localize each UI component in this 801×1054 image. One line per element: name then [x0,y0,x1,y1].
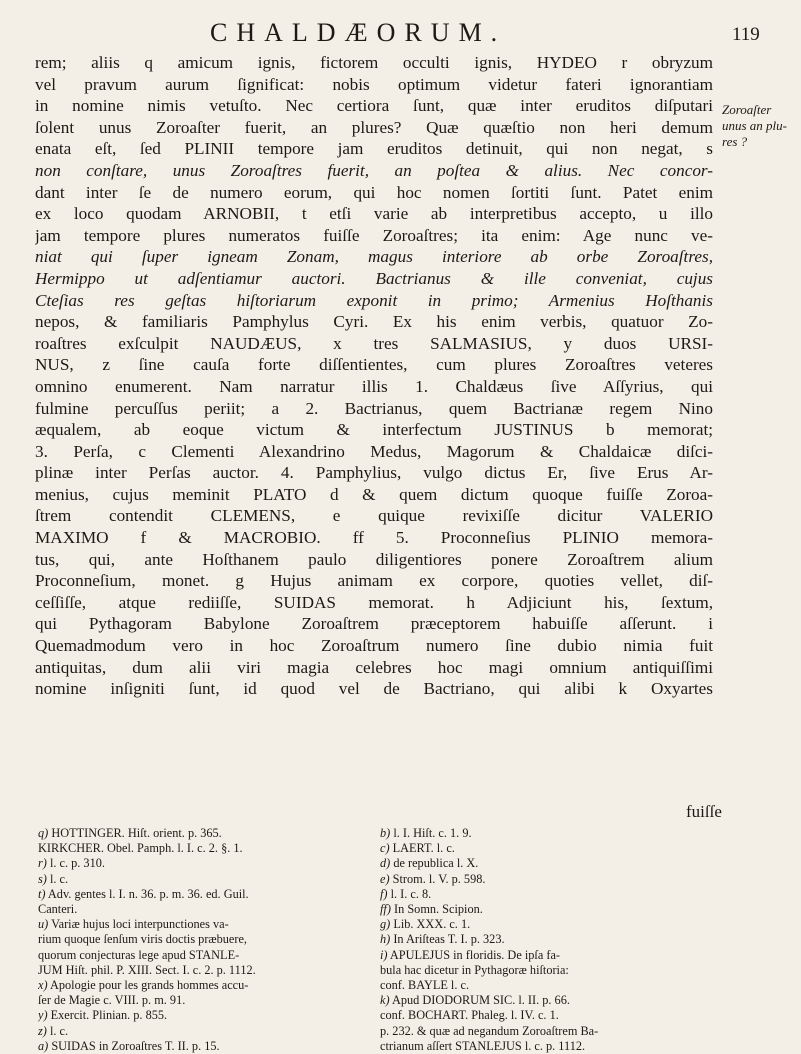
text-line: rem; aliis q amicum ignis, fictorem occulti ignis, HYDEO r obryzum [35,53,713,72]
footnote: u) Variæ hujus loci interpunctiones va- [38,917,229,932]
text-line: in nomine nimis vetuſto. Nec certiora ſunt, quæ inter eruditos diſputari [35,96,713,116]
text-line: nepos, & familiaris Pamphylus Cyri. Ex his enim verbis, quatuor Zo- [35,312,713,332]
text-line: enata eſt, ſed PLINII tempore jam eruditos detinuit, qui non negat, s [35,139,713,159]
text-line: vel pravum aurum ſignificat: nobis optimum videtur fateri ignorantiam [35,74,713,94]
text-line: non conſtare, unus Zoroaſtres fuerit, an poſtea & alius. Nec concor- [35,160,713,180]
footnote: a) SUIDAS in Zoroaſtres T. II. p. 15. [38,1038,220,1053]
footnote: z) l. c. [38,1023,69,1038]
text-line: ſolent unus Zoroaſter fuerit, an plures? Quæ quæſtio non heri demum [35,117,713,137]
text-line: roaſtres exſculpit NAUDÆUS, x tres SALMASIUS, y duos URSI- [35,333,713,353]
footnote: k) Apud DIODORUM SIC. l. II. p. 66. [380,993,570,1008]
footnote: ff) In Somn. Scipion. [380,902,483,917]
text-line: Hermippo ut adſentiamur auctori. Bactrianus & ille conveniat, cujus [35,268,713,288]
footnote: c) LAERT. l. c. [380,841,455,856]
running-title: CHALDÆORUM. [210,18,507,47]
footnote: g) Lib. XXX. c. 1. [380,917,471,932]
footnote: t) Adv. gentes l. I. n. 36. p. m. 36. ed. Guil. [38,886,249,901]
margin-note [722,102,796,150]
footnote: e) Strom. l. V. p. 598. [380,871,486,886]
footnote: ſer de Magie c. VIII. p. m. 91. [38,993,186,1008]
footnote: JUM Hiſt. phil. P. XIII. Sect. I. c. 2. p. 1112. [38,962,256,977]
footnote: y) Exercit. Plinian. p. 855. [38,1008,168,1023]
footnote: f) l. I. c. 8. [380,886,432,901]
text-line: menius, cujus meminit PLATO d & quem dictum quoque fuiſſe Zoroa- [35,484,713,504]
footnote: h) In Ariſteas T. I. p. 323. [380,932,505,947]
footnotes-right [380,826,746,1054]
footnote: KIRKCHER. Obel. Pamph. l. I. c. 2. §. 1. [38,841,243,856]
footnote: r) l. c. p. 310. [38,856,105,871]
footnote: conf. BAYLE l. c. [380,978,470,993]
footnote: quorum conjecturas lege apud STANLE- [38,947,240,962]
text-line: niat qui ſuper igneam Zonam, magus interiore ab orbe Zoroaſtres, [35,247,713,267]
main-text [35,52,713,700]
text-line: antiquitas, dum alii viri magia celebres hoc magi omnium antiquiſſimi [35,657,713,677]
text-line: ex loco quodam ARNOBII, t etſi varie ab interpretibus accepto, u illo [35,204,713,224]
footnote: x) Apologie pour les grands hommes accu- [38,978,249,993]
footnotes-left [38,826,368,1054]
text-line: omnino enumerent. Nam narratur illis 1. Chaldæus ſive Aſſyrius, qui [35,376,713,396]
text-line: MAXIMO f & MACROBIO. ff 5. Proconneſius PLINIO memora- [35,528,713,548]
text-line: tus, qui, ante Hoſthanem paulo diligentiores ponere Zoroaſtrem alium [35,549,713,569]
footnote: bula hac dicetur in Pythagoræ hiſtoria: [380,962,569,977]
text-line: dant inter ſe de numero eorum, qui hoc nomen ſortiti ſunt. Patet enim [35,182,713,202]
text-line: fulmine percuſſus periit; a 2. Bactrianus, quem Bactrianæ regem Nino [35,398,713,418]
footnote: i) APULEJUS in floridis. De ipſa fa- [380,947,561,962]
text-line: ſtrem contendit CLEMENS, e quique revixiſſe dicitur VALERIO [35,506,713,526]
running-header [0,18,801,54]
footnote: b) l. I. Hiſt. c. 1. 9. [380,826,472,840]
text-line: Cteſias res geſtas hiſtoriarum exponit in primo; Armenius Hoſthanis [35,290,713,310]
text-line: nomine inſigniti ſunt, id quod vel de Bactriano, qui alibi k Oxyartes [35,679,713,699]
page-number: 119 [732,24,760,45]
footnote: d) de republica l. X. [380,856,479,871]
margin-note-line: unus an plu- [722,118,787,133]
margin-note-line: res ? [722,134,748,149]
text-line: Quemadmodum vero in hoc Zoroaſtrum numero ſine dubio nimia fuit [35,636,713,656]
text-line: Proconneſium, monet. g Hujus animam ex corpore, quoties vellet, diſ- [35,571,713,591]
text-line: plinæ inter Perſas auctor. 4. Pamphylius, vulgo dictus Er, ſive Erus Ar- [35,463,713,483]
text-line: æqualem, ab eoque victum & interfectum JUSTINUS b memorat; [35,420,713,440]
footnote: q) HOTTINGER. Hiſt. orient. p. 365. [38,826,222,840]
footnote: p. 232. & quæ ad negandum Zoroaſtrem Ba- [380,1023,599,1038]
footnote: conf. BOCHART. Phaleg. l. IV. c. 1. [380,1008,559,1023]
margin-note-line: Zoroaſter [722,102,772,117]
text-line: ceſſiſſe, atque rediiſſe, SUIDAS memorat. h Adjiciunt his, ſextum, [35,592,713,612]
text-line: qui Pythagoram Babylone Zoroaſtrem præceptorem habuiſſe aſſerunt. i [35,614,713,634]
footnote: s) l. c. [38,871,69,886]
text-line: jam tempore plures numeratos fuiſſe Zoroaſtres; ita enim: Age nunc ve- [35,225,713,245]
text-line: NUS, z ſine cauſa forte diſſentientes, cum plures Zoroaſtres veteres [35,355,713,375]
footnote: ctrianum aſſert STANLEJUS l. c. p. 1112. [380,1038,586,1053]
footnote: rium quoque ſenſum viris doctis præbuere, [38,932,248,947]
catchword: fuiſſe [686,802,722,821]
footnote: Canteri. [38,902,78,917]
text-line: 3. Perſa, c Clementi Alexandrino Medus, Magorum & Chaldaicæ diſci- [35,441,713,461]
